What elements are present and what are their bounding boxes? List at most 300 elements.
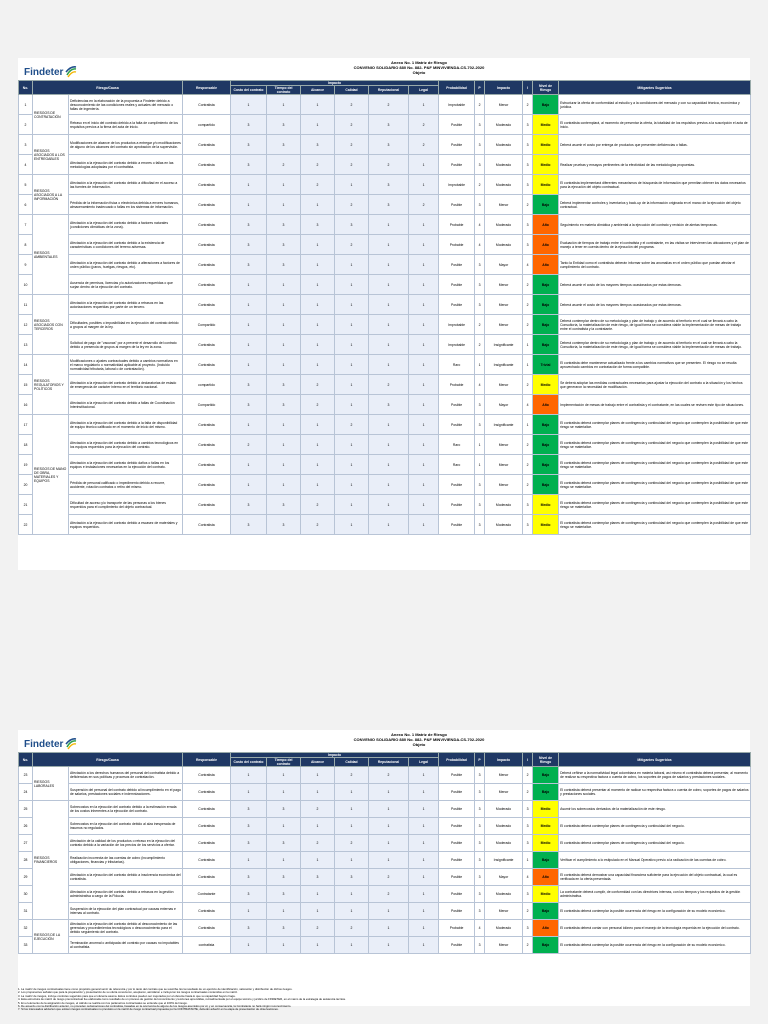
impact-time: 1: [267, 767, 301, 784]
impact-level: Mayor: [485, 395, 523, 415]
impact-level: Menor: [485, 275, 523, 295]
risk-level-badge: Bajo: [533, 852, 559, 869]
impact-score: 1: [523, 335, 533, 355]
risk-level-badge: Trivial: [533, 355, 559, 375]
col-calidad: Calidad: [335, 86, 369, 95]
table-row: [19, 155, 751, 175]
row-number: 7: [19, 215, 33, 235]
impact-quality: 1: [335, 255, 369, 275]
mitigation-text: Realizar pruebas y ensayos pertinentes de la efectividad de las metodologías propuestas.: [559, 155, 751, 175]
row-number: 31: [19, 903, 33, 920]
probability: Posible: [439, 784, 475, 801]
risk-level-badge: Alto: [533, 215, 559, 235]
risk-level-badge: Bajo: [533, 455, 559, 475]
impact-cost: 1: [231, 315, 267, 335]
risk-description: Afectación a la ejecución del contrato debido a la existencia de características o condiciones del terreno adversas.: [69, 235, 183, 255]
row-number: 3: [19, 135, 33, 155]
probability: Improbable: [439, 175, 475, 195]
responsable-cell: Contratista: [183, 818, 231, 835]
impact-time: 1: [267, 355, 301, 375]
mitigation-text: El contratista deberá contemplar planes de contingencia y continuidad del negocio que contemplen la posibilidad de que este riesgo se materialice.: [559, 475, 751, 495]
row-number: 24: [19, 784, 33, 801]
impact-score: 2: [523, 375, 533, 395]
probability-score: 3: [475, 495, 485, 515]
probability-score: 1: [475, 355, 485, 375]
impact-time: 1: [267, 818, 301, 835]
impact-legal: 1: [409, 155, 439, 175]
impact-scope: 1: [301, 937, 335, 954]
risk-category: RIESGOS DE LA EJECUCIÓN: [33, 920, 69, 954]
table-row: [19, 937, 751, 954]
impact-legal: 1: [409, 852, 439, 869]
impact-time: 1: [267, 275, 301, 295]
probability-score: 3: [475, 275, 485, 295]
risk-description: Sobrecostos en la ejecución del contrato debido a la estimación errada de los costos inherentes a la ejecución del contrato.: [69, 801, 183, 818]
risk-description: Afectación a la ejecución del contrato debido a la falta de disponibilidad de equipo técnico calificado en el momento de inicio del mismo.: [69, 415, 183, 435]
probability: Posible: [439, 195, 475, 215]
mitigation-text: Deberá contemplar dentro de su metodología y plan de trabajo y de acuerdo al territorio en el cual se llevará a cabo la Consultoría, la materialización de este riesgo, de igual forma se considera viable la implementación de mesas de trabajo.: [559, 335, 751, 355]
impact-quality: 2: [335, 95, 369, 115]
row-number: 28: [19, 852, 33, 869]
col-probabilidad: Probabilidad: [439, 81, 475, 95]
col-costo: Costo del contrato: [231, 758, 267, 767]
table-row: [19, 767, 751, 784]
risk-description: Dificultades, posibles o imposibilidad en la ejecución del contrato debido a grupos al margen de la ley.: [69, 315, 183, 335]
responsable-cell: Contratista: [183, 235, 231, 255]
row-number: 15: [19, 375, 33, 395]
responsable-cell: Compartido: [183, 315, 231, 335]
impact-score: 1: [523, 852, 533, 869]
impact-reputation: 1: [369, 801, 409, 818]
impact-scope: 1: [301, 235, 335, 255]
risk-level-badge: Bajo: [533, 95, 559, 115]
impact-time: 1: [267, 195, 301, 215]
impact-cost: 1: [231, 95, 267, 115]
impact-scope: 1: [301, 784, 335, 801]
risk-level-badge: Medio: [533, 818, 559, 835]
impact-level: Insignificante: [485, 355, 523, 375]
impact-level: Moderado: [485, 515, 523, 535]
col-nivel: Nivel de Riesgo: [533, 81, 559, 95]
probability: Posible: [439, 886, 475, 903]
risk-level-badge: Alto: [533, 235, 559, 255]
risk-level-badge: Bajo: [533, 295, 559, 315]
impact-scope: 3: [301, 869, 335, 886]
impact-level: Menor: [485, 95, 523, 115]
probability: Posible: [439, 475, 475, 495]
impact-cost: 2: [231, 435, 267, 455]
table-row: [19, 415, 751, 435]
responsable-cell: Contratista: [183, 852, 231, 869]
impact-level: Moderado: [485, 835, 523, 852]
impact-time: 1: [267, 937, 301, 954]
risk-rows-1: [19, 95, 751, 535]
impact-legal: 1: [409, 515, 439, 535]
impact-legal: 1: [409, 920, 439, 937]
risk-description: Dificultad de acceso y/o transporte de las personas a los bienes requeridos para el cumplimiento del objeto contractual.: [69, 495, 183, 515]
responsable-cell: Contratista: [183, 275, 231, 295]
mitigation-text: Deberá asumir el costo por entrega de productos que presenten deficiencias o fallas.: [559, 135, 751, 155]
col-calidad: Calidad: [335, 758, 369, 767]
responsable-cell: Contratista: [183, 801, 231, 818]
impact-legal: 1: [409, 355, 439, 375]
risk-level-badge: Medio: [533, 115, 559, 135]
risk-description: Afectación a la ejecución del contrato debido a alteraciones a factores de orden público (paros, huelgas, riesgos, etc).: [69, 255, 183, 275]
impact-cost: 1: [231, 852, 267, 869]
risk-description: Afectación a la ejecución del contrato debido a dificultad en el acceso a las fuentes de información.: [69, 175, 183, 195]
probability: Posible: [439, 818, 475, 835]
risk-category: RIESGOS ASOCIADOS A LA INFORMACIÓN: [33, 175, 69, 215]
responsable-cell: Contratista: [183, 515, 231, 535]
impact-quality: 1: [335, 275, 369, 295]
impact-quality: 2: [335, 135, 369, 155]
risk-description: Afectación de la calidad de los productos o retraso en la ejecución del contrato debido a la variación de los precios de los servicios a ofertar.: [69, 835, 183, 852]
impact-time: 1: [267, 784, 301, 801]
responsable-cell: Contratista: [183, 415, 231, 435]
impact-scope: 1: [301, 255, 335, 275]
risk-description: Pérdida de personal calificado o impedimento debido a recurre, accidente, rotación contratos o retiro del mismo.: [69, 475, 183, 495]
impact-cost: 3: [231, 375, 267, 395]
probability-score: 3: [475, 869, 485, 886]
risk-level-badge: Medio: [533, 495, 559, 515]
probability-score: 2: [475, 315, 485, 335]
col-mitigantes: Mitigantes Sugeridos: [559, 81, 751, 95]
impact-reputation: 1: [369, 903, 409, 920]
probability-score: 3: [475, 767, 485, 784]
impact-scope: 3: [301, 135, 335, 155]
risk-category: RIESGOS REGULATORIOS Y POLÍTICOS: [33, 355, 69, 415]
probability: Raro: [439, 455, 475, 475]
impact-scope: 3: [301, 215, 335, 235]
impact-level: Menor: [485, 295, 523, 315]
row-number: 29: [19, 869, 33, 886]
mitigation-text: El contratista deberá demostrar una capacidad financiera suficiente para la ejecución del objeto contractual, la cual es verificada en la oferta presentada.: [559, 869, 751, 886]
risk-description: Afectación a la ejecución del contrato debido a insolvencia económica del contratista.: [69, 869, 183, 886]
findeter-logo: [24, 64, 84, 80]
impact-legal: 1: [409, 903, 439, 920]
impact-reputation: 1: [369, 335, 409, 355]
row-number: 20: [19, 475, 33, 495]
probability: Posible: [439, 495, 475, 515]
impact-time: 3: [267, 835, 301, 852]
footnote-line: 5. En el elemento de la asignación de riesgos, el cálculo se realiza con los parámetros contractuales se entiende que el 100% del riesgo.: [18, 1001, 188, 1005]
probability: Posible: [439, 115, 475, 135]
impact-time: 3: [267, 801, 301, 818]
impact-time: 3: [267, 135, 301, 155]
row-number: 22: [19, 515, 33, 535]
impact-quality: 1: [335, 455, 369, 475]
table-row: [19, 135, 751, 155]
impact-quality: 3: [335, 869, 369, 886]
impact-reputation: 1: [369, 235, 409, 255]
probability: Posible: [439, 155, 475, 175]
responsable-cell: Contratista: [183, 295, 231, 315]
table-row: [19, 275, 751, 295]
impact-quality: 1: [335, 903, 369, 920]
risk-level-badge: Medio: [533, 886, 559, 903]
probability-score: 3: [475, 115, 485, 135]
impact-level: Mayor: [485, 255, 523, 275]
table-row: [19, 852, 751, 869]
impact-quality: 2: [335, 767, 369, 784]
col-responsable: Responsable: [183, 753, 231, 767]
table-row: [19, 455, 751, 475]
risk-level-badge: Medio: [533, 175, 559, 195]
row-number: 21: [19, 495, 33, 515]
risk-description: Modificaciones o ajustes contractuales debido a cambios normativos en el marco regulatorio o normatividad aplicable al proyecto. (Incluido normatividad tributaria, laboral o de contratación).: [69, 355, 183, 375]
mitigation-text: El contratista deberá contemplar planes de contingencia y continuidad del negocio que contemplen la posibilidad de que este riesgo se materialice.: [559, 435, 751, 455]
risk-level-badge: Bajo: [533, 903, 559, 920]
impact-time: 1: [267, 852, 301, 869]
footnote-line: 1. La matriz de riesgos contractuales tiene como propósito general servir de referencia y por lo tanto del contrato que se suscriba. Es la resultado de un ejercicio de identificación, valoración y distribución de dichos riesgos.: [18, 988, 293, 991]
impact-legal: 1: [409, 235, 439, 255]
impact-quality: 1: [335, 886, 369, 903]
col-costo: Costo del contrato: [231, 86, 267, 95]
row-number: 8: [19, 235, 33, 255]
impact-level: Moderado: [485, 175, 523, 195]
row-number: 16: [19, 395, 33, 415]
responsable-cell: Contratista: [183, 215, 231, 235]
impact-time: 1: [267, 435, 301, 455]
impact-score: 3: [523, 215, 533, 235]
risk-description: Afectación a la ejecución del contrato debido a escasez de materiales y equipos requeridos.: [69, 515, 183, 535]
probability: Raro: [439, 355, 475, 375]
impact-level: Menor: [485, 375, 523, 395]
row-number: 26: [19, 818, 33, 835]
impact-legal: 1: [409, 375, 439, 395]
logo-text: Findeter: [24, 66, 64, 78]
probability-score: 3: [475, 255, 485, 275]
probability-score: 3: [475, 155, 485, 175]
mitigation-text: El contratista implementará diferentes mecanismos de búsqueda de información que permitan obtener los datos necesarios para la ejecución del objeto contractual.: [559, 175, 751, 195]
col-alcance: Alcance: [301, 758, 335, 767]
impact-legal: 1: [409, 495, 439, 515]
col-reputacional: Reputacional: [369, 758, 409, 767]
impact-score: 3: [523, 235, 533, 255]
mitigation-text: El contratista deberá contemplar planes de contingencia y continuidad del negocio que contemplen la posibilidad de que este riesgo se materialice.: [559, 515, 751, 535]
impact-quality: 1: [335, 335, 369, 355]
impact-quality: 1: [335, 435, 369, 455]
risk-level-badge: Bajo: [533, 195, 559, 215]
impact-quality: 1: [335, 475, 369, 495]
impact-quality: 2: [335, 415, 369, 435]
responsable-cell: Contratista: [183, 335, 231, 355]
col-impacto: Impacto: [485, 753, 523, 767]
responsable-cell: Contratista: [183, 195, 231, 215]
impact-legal: 1: [409, 767, 439, 784]
probability: Posible: [439, 767, 475, 784]
impact-cost: 3: [231, 869, 267, 886]
risk-description: Sobrecostos en la ejecución del contrato debido al alza inesperada de insumos no regulados.: [69, 818, 183, 835]
impact-quality: 2: [335, 155, 369, 175]
impact-cost: 3: [231, 818, 267, 835]
impact-cost: 1: [231, 903, 267, 920]
impact-cost: 1: [231, 475, 267, 495]
responsable-cell: compartido: [183, 375, 231, 395]
responsable-cell: Contratista: [183, 355, 231, 375]
probability-score: 3: [475, 784, 485, 801]
probability-score: 3: [475, 195, 485, 215]
impact-quality: 1: [335, 495, 369, 515]
header-line3: Objeto: [412, 70, 426, 75]
risk-description: Afectación a la ejecución del contrato debido daños o fallas en los equipos e instalaciones necesarias en la ejecución del contrato.: [69, 455, 183, 475]
impact-level: Moderado: [485, 801, 523, 818]
impact-score: 3: [523, 495, 533, 515]
probability: Posible: [439, 852, 475, 869]
mitigation-text: Tanto la Entidad como el contratista deberán informar sobre las anomalías en el orden público que puedan afectar el cumplimiento del contrato.: [559, 255, 751, 275]
footnote-line: 3. La matriz de riesgos, incluye controles sugeridos para que el oferente asuma. Estos controles pueden ser mejorados por el oferente hasta lo que su capacidad haya lo haga.: [18, 994, 236, 998]
responsable-cell: Contratista: [183, 455, 231, 475]
impact-scope: 1: [301, 415, 335, 435]
impact-time: 3: [267, 920, 301, 937]
impact-quality: 2: [335, 835, 369, 852]
impact-reputation: 2: [369, 767, 409, 784]
responsable-cell: Contratista: [183, 475, 231, 495]
risk-description: Afectación a la ejecución del contrato debido a retrasos en la gestión administrativa a cargo de la Fiducia.: [69, 886, 183, 903]
impact-cost: 3: [231, 255, 267, 275]
footnotes: [18, 988, 750, 1012]
impact-score: 3: [523, 818, 533, 835]
impact-legal: 1: [409, 869, 439, 886]
impact-legal: 1: [409, 818, 439, 835]
impact-level: Menor: [485, 903, 523, 920]
impact-scope: 1: [301, 435, 335, 455]
col-reputacional: Reputacional: [369, 86, 409, 95]
impact-score: 4: [523, 869, 533, 886]
impact-reputation: 1: [369, 920, 409, 937]
document-header: [88, 732, 750, 747]
impact-reputation: 1: [369, 852, 409, 869]
impact-legal: 1: [409, 937, 439, 954]
impact-time: 3: [267, 255, 301, 275]
probability: Probable: [439, 235, 475, 255]
table-row: [19, 475, 751, 495]
impact-level: Menor: [485, 784, 523, 801]
mitigation-text: El contratista debe mantenerse actualizado frente a los cambios normativos que se presenten. El riesgo no se resulta aprovechado cambios en contratación de forma compatible.: [559, 355, 751, 375]
mitigation-text: El contratista deberá presentar al momento de radicar su respectiva factura o cuenta de cobro, soportes de pagos de salarios y prestaciones sociales.: [559, 784, 751, 801]
risk-level-badge: Bajo: [533, 784, 559, 801]
impact-legal: 1: [409, 335, 439, 355]
impact-reputation: 1: [369, 784, 409, 801]
risk-category: RIESGOS ASOCIADOS A LOS ENTREGABLES: [33, 135, 69, 175]
table-row: [19, 903, 751, 920]
impact-time: 1: [267, 335, 301, 355]
impact-score: 2: [523, 315, 533, 335]
impact-scope: 1: [301, 315, 335, 335]
impact-score: 3: [523, 801, 533, 818]
risk-category: RIESGOS DE MANO DE OBRA, MATERIALES Y EQUIPOS: [33, 415, 69, 535]
impact-score: 4: [523, 255, 533, 275]
impact-reputation: 1: [369, 475, 409, 495]
table-row: [19, 295, 751, 315]
row-number: 25: [19, 801, 33, 818]
col-i: I: [523, 753, 533, 767]
impact-reputation: 2: [369, 869, 409, 886]
impact-score: 3: [523, 835, 533, 852]
impact-level: Insignificante: [485, 852, 523, 869]
probability-score: 3: [475, 835, 485, 852]
row-number: 32: [19, 920, 33, 937]
risk-level-badge: Bajo: [533, 315, 559, 335]
risk-level-badge: Alto: [533, 920, 559, 937]
risk-level-badge: Medio: [533, 801, 559, 818]
impact-reputation: 1: [369, 275, 409, 295]
impact-quality: 2: [335, 115, 369, 135]
col-legal: Legal: [409, 758, 439, 767]
impact-scope: 2: [301, 175, 335, 195]
row-number: 4: [19, 155, 33, 175]
table-row: [19, 495, 751, 515]
risk-category: RIESGOS AMBIENTALES: [33, 215, 69, 295]
probability: Posible: [439, 395, 475, 415]
mitigation-text: El contratista contemplará, al momento de presentar la oferta, la totalidad de los requisitos previos a la suscripción el acta de inicio.: [559, 115, 751, 135]
probability: Posible: [439, 135, 475, 155]
impact-legal: 2: [409, 195, 439, 215]
impact-reputation: 2: [369, 95, 409, 115]
mitigation-text: Deberá asumir el costo de los mayores tiempos ocasionados por estas demoras.: [559, 295, 751, 315]
col-impacto-group: Impacto: [231, 81, 439, 86]
impact-legal: 1: [409, 435, 439, 455]
mitigation-text: Deberá contemplar dentro de su metodología y plan de trabajo y de acuerdo al territorio en el cual se llevará a cabo la Consultoría, la materialización de este riesgo, de igual forma se considera viable la implementación de mesas de trabajo entre el contratista y la contratante.: [559, 315, 751, 335]
probability: Posible: [439, 415, 475, 435]
impact-legal: 1: [409, 415, 439, 435]
impact-legal: 1: [409, 175, 439, 195]
table-row: [19, 235, 751, 255]
impact-time: 1: [267, 95, 301, 115]
probability-score: 4: [475, 215, 485, 235]
col-no: No.: [19, 753, 33, 767]
impact-quality: 2: [335, 920, 369, 937]
impact-reputation: 3: [369, 115, 409, 135]
impact-cost: 3: [231, 235, 267, 255]
impact-cost: 1: [231, 355, 267, 375]
impact-time: 1: [267, 455, 301, 475]
responsable-cell: Contratista: [183, 175, 231, 195]
risk-level-badge: Alto: [533, 395, 559, 415]
impact-reputation: 1: [369, 455, 409, 475]
risk-rows-2: [19, 767, 751, 954]
impact-cost: 1: [231, 784, 267, 801]
probability: Improbable: [439, 95, 475, 115]
risk-description: Solicitud de pago de "vacunas" por a prevenir el desarrollo del contrato debido a presencia de grupos al margen de la ley en la zona.: [69, 335, 183, 355]
impact-time: 3: [267, 375, 301, 395]
risk-level-badge: Medio: [533, 375, 559, 395]
impact-time: 3: [267, 886, 301, 903]
col-p: P: [475, 81, 485, 95]
responsable-cell: Contratista: [183, 135, 231, 155]
findeter-mark-icon: [65, 738, 77, 750]
table-row: [19, 818, 751, 835]
impact-score: 2: [523, 455, 533, 475]
probability-score: 1: [475, 435, 485, 455]
impact-cost: 1: [231, 195, 267, 215]
header-line1: Anexo No. 1 Matriz de Riesgo: [390, 732, 447, 737]
responsable-cell: Contratista: [183, 155, 231, 175]
risk-level-badge: Medio: [533, 835, 559, 852]
impact-score: 3: [523, 175, 533, 195]
responsable-cell: Contratista: [183, 767, 231, 784]
probability-score: 2: [475, 335, 485, 355]
impact-legal: 2: [409, 135, 439, 155]
col-riesgo: Riesgo/Causa: [33, 81, 183, 95]
impact-level: Moderado: [485, 135, 523, 155]
impact-time: 3: [267, 869, 301, 886]
impact-scope: 2: [301, 801, 335, 818]
mitigation-text: El contratista deberá contemplar planes de contingencia y continuidad del negocio.: [559, 835, 751, 852]
impact-level: Moderado: [485, 495, 523, 515]
impact-scope: 2: [301, 395, 335, 415]
impact-reputation: 1: [369, 515, 409, 535]
